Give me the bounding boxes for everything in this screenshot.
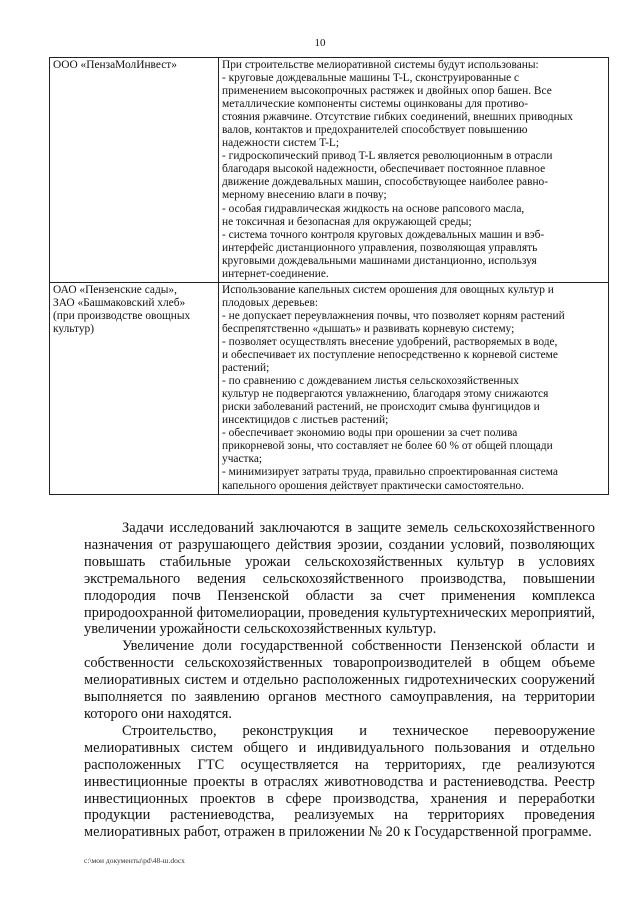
desc-line: применением высокопрочных растяжек и двойных опор башен. Все: [222, 85, 552, 98]
desc-line: - круговые дождевальные машины T-L, сконструированные с: [222, 72, 520, 85]
desc-line: - обеспечивает экономию воды при орошении за счет полива: [222, 427, 518, 440]
desc-line: - по сравнению с дождеванием листья сельскохозяйственных: [222, 375, 519, 388]
desc-line: прикорневой зоны, что составляет не более 60 % от общей площади: [222, 440, 553, 453]
description-cell: [219, 58, 609, 283]
table-row: [50, 58, 609, 283]
org-cell: [50, 282, 219, 494]
desc-line: надежности систем T-L;: [222, 137, 340, 150]
desc-line: - не допускает переувлажнения почвы, что позволяет корням растений: [222, 309, 565, 322]
desc-line: - гидроскопический привод T-L является революционным в отрасли: [222, 150, 553, 163]
desc-line: риски заболеваний растений, не происходит смыва фунгицидов и: [222, 401, 540, 414]
desc-line: - позволяет осуществлять внесение удобрений, растворяемых в воде,: [222, 335, 558, 348]
desc-line: интернет-соединение.: [222, 267, 329, 280]
desc-line: инсектицидов с листьев растений;: [222, 414, 389, 427]
org-line: культур): [53, 322, 95, 335]
org-line: ЗАО «Башмаковский хлеб»: [53, 296, 186, 309]
paragraph: Увеличение доли государственной собственности Пензенской области и собственности сельскохозяйственных товаропроизводителей в общем объеме мелиоративных систем и отдельно расположенных гидротехнических сооружений выполняется по заявлению органов местного самоуправления, на территории которого они находятся.: [84, 638, 595, 722]
desc-line: благодаря высокой надежности, обеспечивает постоянное плавное: [222, 163, 546, 176]
org-cell: [50, 58, 219, 283]
desc-line: стояния ржавчине. Отсутствие гибких соединений, внешних приводных: [222, 111, 573, 124]
desc-line: плодовых деревьев:: [222, 296, 318, 309]
projects-table: [49, 57, 609, 495]
file-path-footer: c:\мои документы\pd\48-ш.docx: [84, 856, 185, 865]
description-cell: [219, 282, 609, 494]
desc-line: не токсичная и безопасная для окружающей среды;: [222, 215, 472, 228]
desc-line: беспрепятственно «дышать» и развивать корневую систему;: [222, 322, 515, 335]
paragraph: Задачи исследований заключаются в защите земель сельскохозяйственного назначения от разрушающего действия эрозии, создании условий, позволяющих повышать стабильные урожаи сельскохозяйственных культур в условиях экстремального ведения сельскохозяйственного производства, повышении плодородия почв Пензенской области за счет применения комплекса природоохранной фитомелиорации, проведения культуртехнических мероприятий, увеличении урожайности сельскохозяйственных культур.: [84, 520, 595, 638]
desc-line: мерному внесению влаги в почву;: [222, 189, 387, 202]
desc-line: движение дождевальных машин, способствующее наиболее равно-: [222, 176, 549, 189]
desc-line: круговыми дождевальными машинами дистанционно, используя: [222, 254, 537, 267]
desc-line: капельного орошения действует практически самостоятельно.: [222, 479, 525, 492]
desc-line: металлические компоненты системы оцинкованы для противо-: [222, 98, 529, 111]
table-row: [50, 282, 609, 494]
desc-line: Использование капельных систем орошения для овощных культур и: [222, 283, 554, 296]
paragraph: Строительство, реконструкция и техническое перевооружение мелиоративных систем общего и индивидуального пользования и отдельно расположенных ГТС осуществляется на территориях, где реализуются инвестиционные проекты в отраслях животноводства и растениеводства. Реестр инвестиционных проектов в сфере производства, хранения и переработки продукции растениеводства, реализуемых на территориях проведения мелиоративных работ, отражен в приложении № 20 к Государственной программе.: [84, 722, 595, 841]
desc-line: и обеспечивает их поступление непосредственно к корневой системе: [222, 349, 558, 362]
org-line: (при производстве овощных: [53, 309, 191, 322]
desc-line: - особая гидравлическая жидкость на основе рапсового масла,: [222, 202, 525, 215]
desc-line: При строительстве мелиоративной системы будут использованы:: [222, 59, 539, 71]
org-line: ОАО «Пензенские сады»,: [53, 283, 177, 296]
desc-line: культур не подвергаются увлажнению, благодаря этому снижаются: [222, 388, 549, 401]
page-number: 10: [314, 37, 326, 49]
desc-line: участка;: [222, 453, 263, 466]
org-line: ООО «ПензаМолИнвест»: [53, 59, 177, 71]
desc-line: интерфейс дистанционного управления, позволяющая управлять: [222, 241, 538, 254]
body-text: [84, 520, 595, 841]
desc-line: - минимизирует затраты труда, правильно спроектированная система: [222, 466, 558, 479]
desc-line: валов, контактов и предохранителей способствует повышению: [222, 124, 528, 137]
desc-line: - система точного контроля круговых дождевальных машин и вэб-: [222, 228, 545, 241]
desc-line: растений;: [222, 362, 270, 375]
